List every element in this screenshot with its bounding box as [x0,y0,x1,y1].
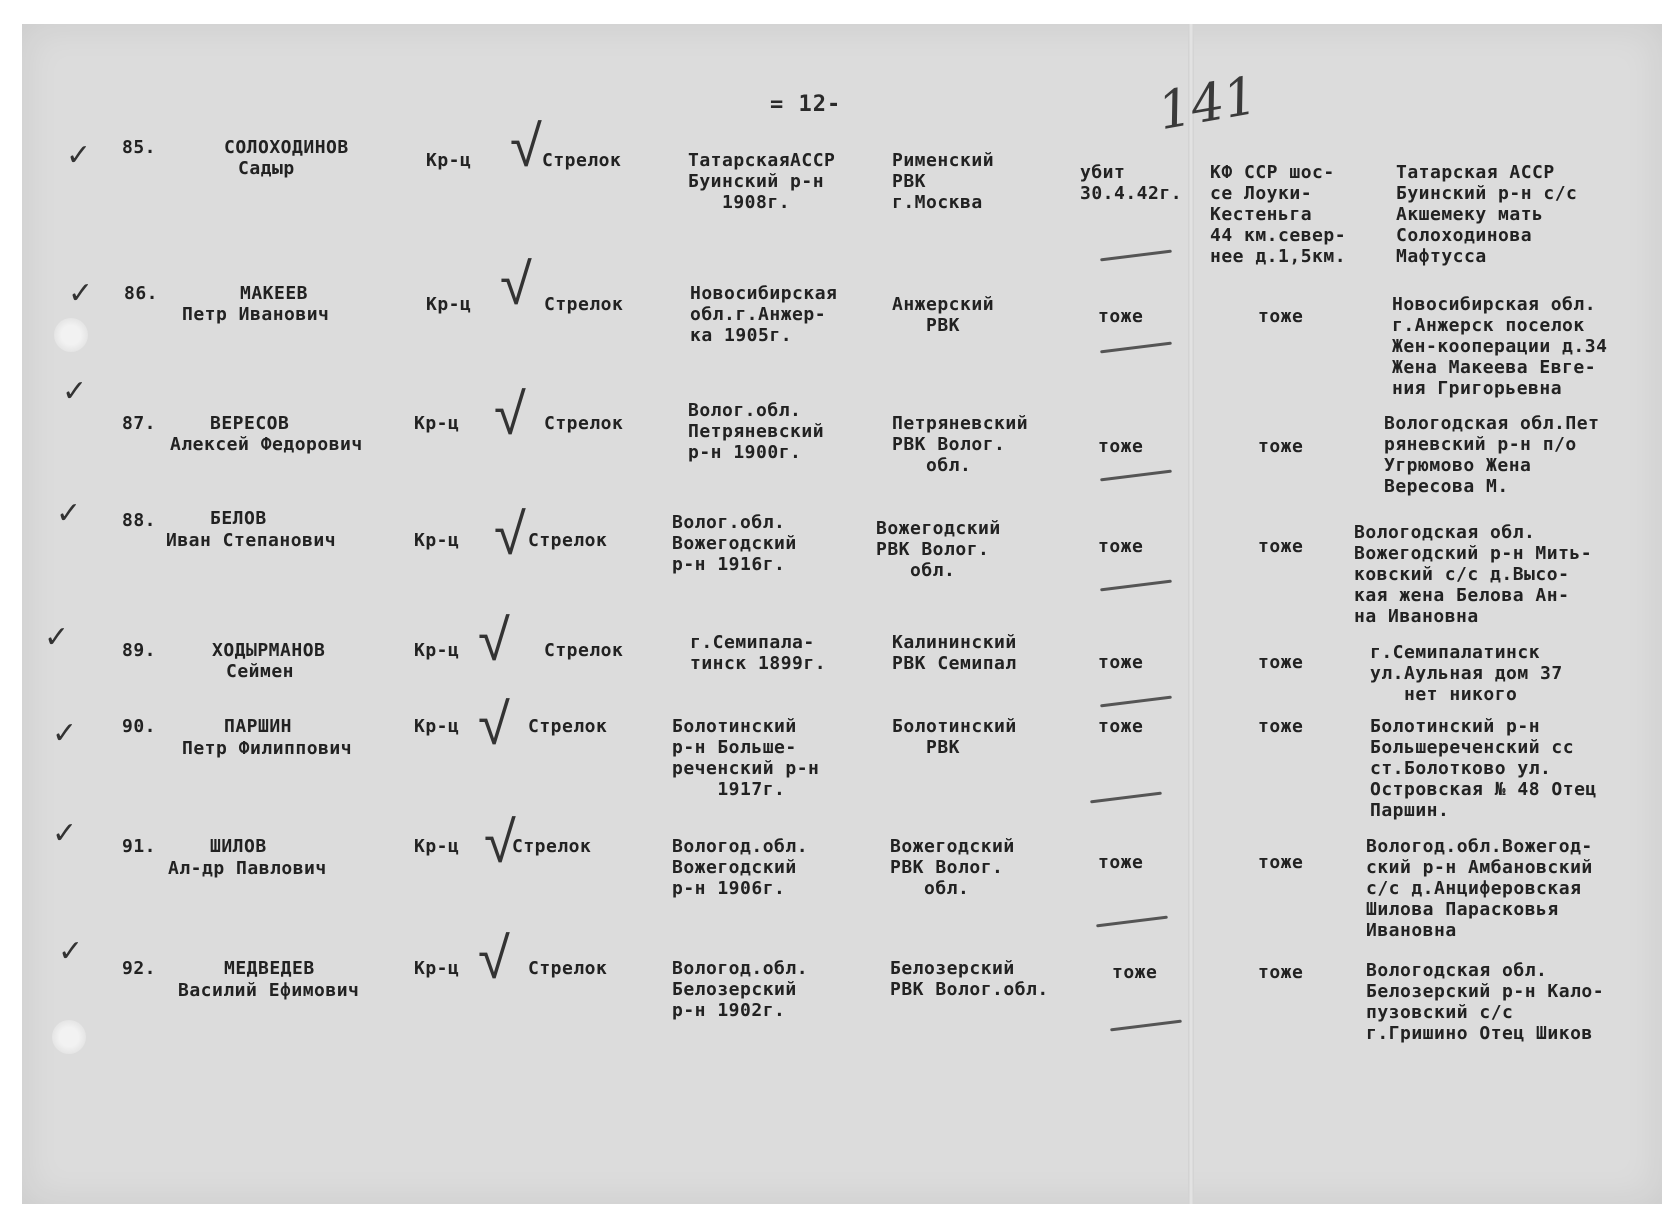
archive-number: 141 [1153,65,1262,143]
check-mark-icon: √ [478,924,510,992]
place-same: тоже [1258,536,1304,557]
check-mark-icon: ✓ [56,496,82,531]
fate-same: тоже [1098,716,1144,737]
rank: Кр-ц [414,958,460,979]
rank: Кр-ц [426,150,472,171]
place-same: тоже [1258,716,1304,737]
death-place: КФ ССР шос- се Лоуки- Кестеньга 44 км.север- нее д.1,5км. [1210,162,1347,267]
check-mark-icon: ✓ [52,816,78,851]
surname: БЕЛОВ [210,508,267,529]
surname: ВЕРЕСОВ [210,413,290,434]
birth-info: Вологод.обл. Вожегодский р-н 1906г. [672,836,809,899]
check-mark-icon: √ [484,808,516,876]
given-name: Петр Филиппович [182,738,353,759]
given-name: Ал-др Павлович [168,858,327,879]
rank: Кр-ц [414,836,460,857]
row-number: 91. [122,836,157,857]
rvk: Болотинский РВК [892,716,1017,758]
given-name: Петр Иванович [182,304,330,325]
surname: МЕДВЕДЕВ [224,958,315,979]
row-number: 86. [124,283,159,304]
family-address: Вологодская обл.Пет ряневский р-н п/о Угрюмово Жена Вересова М. [1384,413,1600,497]
family-address: Болотинский р-н Большереченский сс ст.Болотково ул. Островская № 48 Отец Паршин. [1370,716,1597,821]
page-fold [1188,24,1194,1204]
rvk: Калининский РВК Семипал [892,632,1017,674]
rank: Кр-ц [426,294,472,315]
birth-info: г.Семипала- тинск 1899г. [690,632,827,674]
rvk: Рименский РВК г.Москва [892,150,995,213]
place-same: тоже [1258,852,1304,873]
surname: ПАРШИН [224,716,293,737]
check-mark-icon: ✓ [66,138,92,173]
punch-hole [52,1020,86,1054]
fate: убит 30.4.42г. [1080,162,1183,204]
position: Стрелок [528,530,608,551]
check-mark-icon: ✓ [62,374,88,409]
rvk: Анжерский РВК [892,294,995,336]
family-address: Татарская АССР Буинский р-н с/с Акшемеку мать Солоходинова Мафтусса [1396,162,1578,267]
birth-info: Вологод.обл. Белозерский р-н 1902г. [672,958,809,1021]
check-mark-icon: ✓ [68,276,94,311]
birth-info: Новосибирская обл.г.Анжер- ка 1905г. [690,283,838,346]
fate-same: тоже [1098,306,1144,327]
rvk: Вожегодский РВК Волог. обл. [876,518,1001,581]
position: Стрелок [512,836,592,857]
rank: Кр-ц [414,530,460,551]
rvk: Вожегодский РВК Волог. обл. [890,836,1015,899]
birth-info: ТатарскаяАССР Буинский р-н 1908г. [688,150,836,213]
check-mark-icon: √ [494,500,526,568]
surname: СОЛОХОДИНОВ [224,137,349,158]
family-address: Новосибирская обл. г.Анжерск поселок Жен-кооперации д.34 Жена Макеева Евге- ния Григорьевна [1392,294,1608,399]
family-address: Вологод.обл.Вожегод- ский р-н Амбановский с/с д.Анциферовская Шилова Парасковья Ивановна [1366,836,1593,941]
given-name: Иван Степанович [166,530,337,551]
rvk: Петряневский РВК Волог. обл. [892,413,1029,476]
position: Стрелок [544,640,624,661]
rank: Кр-ц [414,413,460,434]
rank: Кр-ц [414,640,460,661]
check-mark-icon: √ [500,250,532,318]
row-number: 89. [122,640,157,661]
position: Стрелок [528,716,608,737]
position: Стрелок [544,413,624,434]
fate-same: тоже [1112,962,1158,983]
position: Стрелок [544,294,624,315]
position: Стрелок [542,150,622,171]
family-address: Вологодская обл. Белозерский р-н Кало- пузовский с/с г.Гришино Отец Шиков [1366,960,1605,1044]
check-mark-icon: √ [494,380,526,448]
place-same: тоже [1258,962,1304,983]
family-address: г.Семипалатинск ул.Аульная дом 37 нет никого [1370,642,1563,705]
given-name: Садыр [238,158,295,179]
rank: Кр-ц [414,716,460,737]
check-mark-icon: √ [478,690,510,758]
check-mark-icon: √ [510,112,542,180]
birth-info: Волог.обл. Вожегодский р-н 1916г. [672,512,797,575]
given-name: Сеймен [226,661,295,682]
page-number: = 12- [770,92,842,117]
fate-same: тоже [1098,652,1144,673]
place-same: тоже [1258,652,1304,673]
check-mark-icon: ✓ [44,620,70,655]
birth-info: Волог.обл. Петряневский р-н 1900г. [688,400,825,463]
place-same: тоже [1258,306,1304,327]
family-address: Вологодская обл. Вожегодский р-н Мить- ковский с/с д.Высо- кая жена Белова Ан- на Ивановна [1354,522,1593,627]
surname: ХОДЫРМАНОВ [212,640,326,661]
surname: ШИЛОВ [210,836,267,857]
fate-same: тоже [1098,536,1144,557]
punch-hole [54,318,88,352]
position: Стрелок [528,958,608,979]
rvk: Белозерский РВК Волог.обл. [890,958,1049,1000]
row-number: 88. [122,510,157,531]
check-mark-icon: ✓ [52,716,78,751]
check-mark-icon: √ [478,606,510,674]
row-number: 92. [122,958,157,979]
row-number: 85. [122,137,157,158]
row-number: 90. [122,716,157,737]
fate-same: тоже [1098,852,1144,873]
fate-same: тоже [1098,436,1144,457]
row-number: 87. [122,413,157,434]
place-same: тоже [1258,436,1304,457]
given-name: Василий Ефимович [178,980,360,1001]
check-mark-icon: ✓ [58,934,84,969]
surname: МАКЕЕВ [240,283,309,304]
birth-info: Болотинский р-н Больше- реченский р-н 1917г. [672,716,820,800]
given-name: Алексей Федорович [170,434,363,455]
